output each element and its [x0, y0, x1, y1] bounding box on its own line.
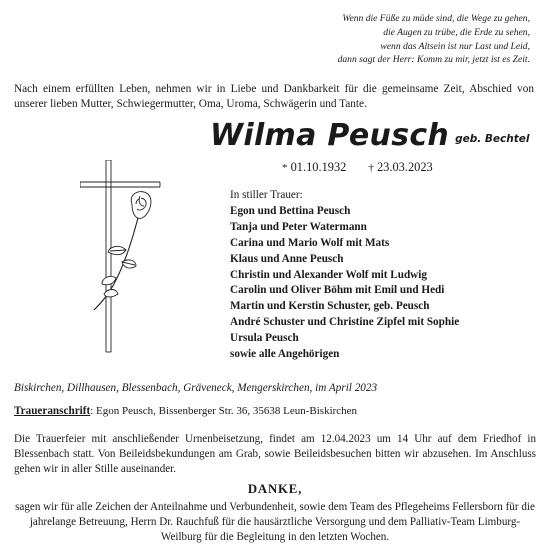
- poem-line: wenn das Altsein ist nur Last und Leid,: [380, 40, 530, 52]
- poem-line: Wenn die Füße zu müde sind, die Wege zu gehen,: [342, 13, 530, 24]
- deceased-name: Wilma Peusch: [210, 118, 450, 153]
- mourner: Christin und Alexander Wolf mit Ludwig: [230, 268, 427, 281]
- mourner: Klaus und Anne Peusch: [230, 252, 344, 265]
- mourners-closing: sowie alle Angehörigen: [230, 348, 340, 361]
- mourner: Carolin und Oliver Böhm mit Emil und Hedi: [230, 284, 445, 297]
- cross-with-rose-icon: [80, 160, 190, 360]
- mourners-list: [230, 188, 459, 363]
- death-date: 23.03.2023: [376, 160, 433, 174]
- mourner: Carina und Mario Wolf mit Mats: [230, 236, 390, 249]
- thanks-text: sagen wir für alle Zeichen der Anteilnahme und Verbundenheit, sowie dem Team des Pflegeheims Fellersborn für die jahrelange Betreuung, Herrn Dr. Rauchfuß für die hausärztliche Versorgung und dem Palliativ-Team Limburg-Weilburg für die Begleitung in den letzten Wochen.: [15, 501, 535, 543]
- mourning-address: [14, 405, 357, 417]
- mourners-heading: In stiller Trauer:: [230, 189, 303, 201]
- place-date: Biskirchen, Dillhausen, Blessenbach, Gräveneck, Mengerskirchen, im April 2023: [14, 382, 378, 394]
- intro-text: Nach einem erfüllten Leben, nehmen wir in Liebe und Dankbarkeit für die gemeinsame Zeit, Abschied von unserer lieben Mutter, Schwiegermutter, Oma, Uroma, Schwägerin und Tante.: [14, 83, 534, 110]
- poem-line: dann sagt der Herr: Komm zu mir, jetzt ist es Zeit.: [337, 54, 530, 66]
- poem: [200, 12, 530, 67]
- address-label: Traueranschrift: [14, 405, 91, 417]
- maiden-name: geb. Bechtel: [455, 133, 530, 145]
- deceased-heading: [210, 118, 529, 153]
- mourner: Martin und Kerstin Schuster, geb. Peusch: [230, 300, 430, 313]
- mourner: Egon und Bettina Peusch: [230, 204, 351, 217]
- life-dates: [282, 160, 433, 175]
- mourner: André Schuster und Christine Zipfel mit Sophie: [230, 316, 460, 329]
- address-value: : Egon Peusch, Bissenberger Str. 36, 35638 Leun-Biskirchen: [90, 405, 358, 417]
- poem-line: die Augen zu trübe, die Erde zu sehen,: [383, 26, 530, 38]
- died-symbol: †: [368, 162, 374, 174]
- mourner: Tanja und Peter Watermann: [230, 220, 367, 233]
- born-symbol: *: [282, 162, 288, 174]
- birth-date: 01.10.1932: [290, 160, 347, 174]
- funeral-info: Die Trauerfeier mit anschließender Urnenbeisetzung, findet am 12.04.2023 um 14 Uhr auf dem Friedhof in Blessenbach statt. Von Beileidsbekundungen am Grab, sowie Beileidsbesuchen bitten wir abzusehen. Im Anschluss gehen wir in aller Stille auseinander.: [14, 433, 536, 475]
- thanks-title: DANKE,: [247, 482, 303, 496]
- mourner: Ursula Peusch: [230, 332, 299, 345]
